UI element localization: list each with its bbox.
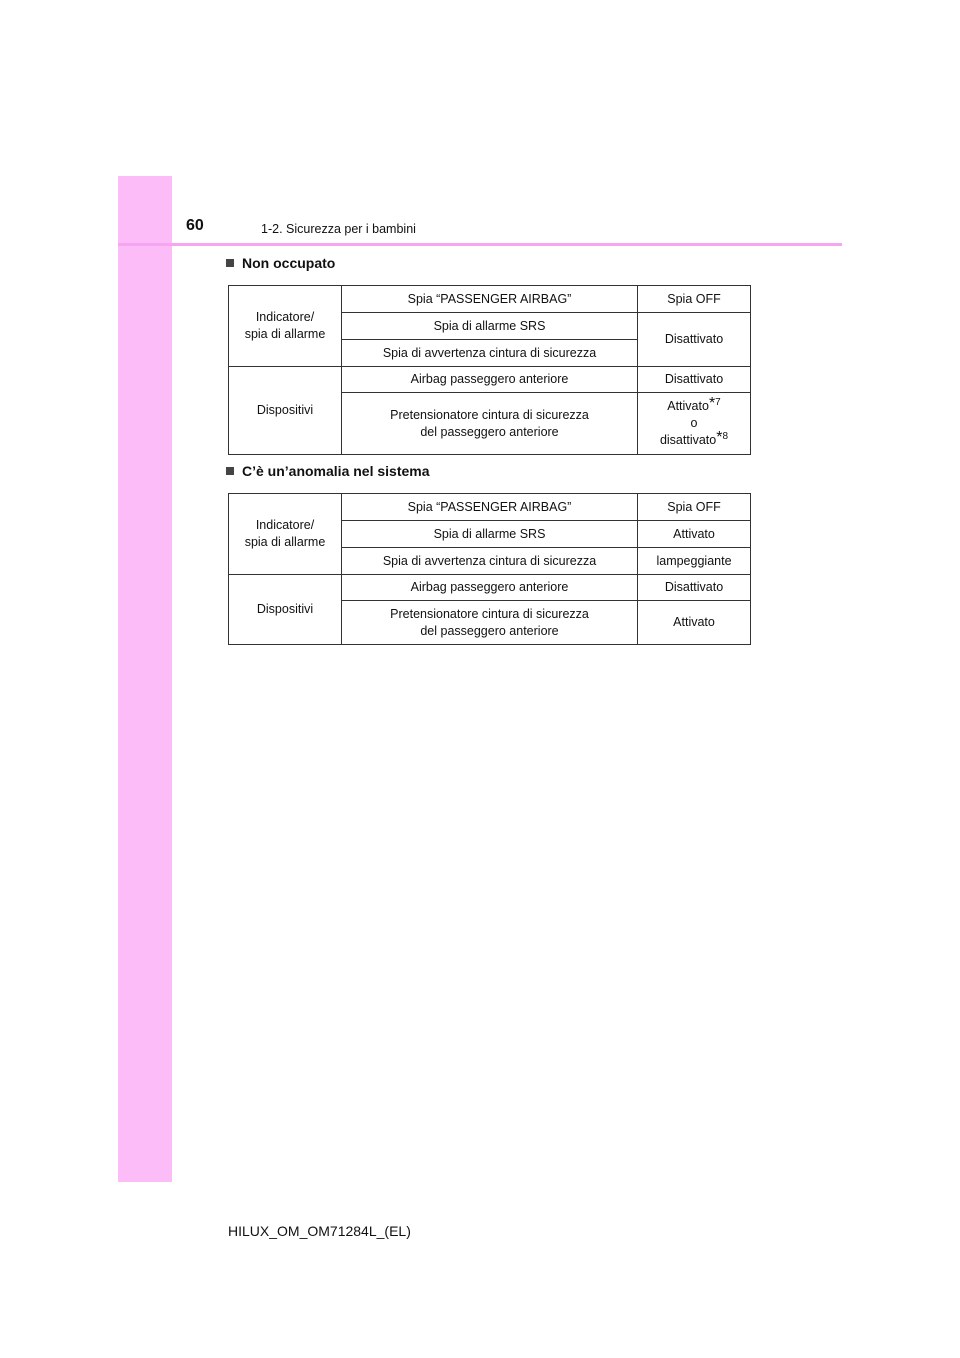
cell-front-airbag-label: Airbag passeggero anteriore: [342, 367, 638, 393]
asterisk-icon: *: [716, 429, 723, 446]
heading-text: Non occupato: [242, 255, 336, 271]
header-rule: [118, 243, 842, 246]
cell-passenger-airbag-value: Spia OFF: [638, 286, 751, 313]
square-bullet-icon: [226, 259, 234, 267]
group-devices: Dispositivi: [229, 367, 342, 455]
cell-srs-belt-value: Disattivato: [638, 313, 751, 367]
cell-pretensioner-label: Pretensionatore cintura di sicurezza del passeggero anteriore: [342, 393, 638, 455]
square-bullet-icon: [226, 467, 234, 475]
cell-front-airbag-value: Disattivato: [638, 575, 751, 601]
status-table-not-occupied: [228, 285, 751, 455]
cell-pretensioner-value: [638, 393, 751, 455]
cell-srs-label: Spia di allarme SRS: [342, 521, 638, 548]
cell-belt-label: Spia di avvertenza cintura di sicurezza: [342, 548, 638, 575]
cell-pretensioner-value: Attivato: [638, 601, 751, 645]
side-tab-band: [118, 176, 172, 1182]
footnote-7: *7: [708, 395, 721, 412]
page-number: 60: [186, 217, 204, 234]
cell-front-airbag-value: Disattivato: [638, 367, 751, 393]
heading-text: C’è un’anomalia nel sistema: [242, 463, 430, 479]
cell-belt-label: Spia di avvertenza cintura di sicurezza: [342, 340, 638, 367]
group-indicators: Indicatore/ spia di allarme: [229, 494, 342, 575]
value-activated: Attivato: [667, 399, 709, 413]
cell-passenger-airbag-label: Spia “PASSENGER AIRBAG”: [342, 494, 638, 521]
value-deactivated: disattivato: [659, 433, 717, 447]
cell-pretensioner-label: Pretensionatore cintura di sicurezza del passeggero anteriore: [342, 601, 638, 645]
cell-srs-label: Spia di allarme SRS: [342, 313, 638, 340]
section-title: 1-2. Sicurezza per i bambini: [261, 222, 416, 236]
cell-belt-value: lampeggiante: [638, 548, 751, 575]
status-table-malfunction: [228, 493, 751, 645]
document-code: HILUX_OM_OM71284L_(EL): [228, 1223, 411, 1239]
cell-srs-value: Attivato: [638, 521, 751, 548]
group-devices: Dispositivi: [229, 575, 342, 645]
group-indicators: Indicatore/ spia di allarme: [229, 286, 342, 367]
value-or: o: [690, 416, 698, 430]
heading-not-occupied: [226, 255, 335, 271]
cell-front-airbag-label: Airbag passeggero anteriore: [342, 575, 638, 601]
footnote-8: *8: [716, 429, 729, 446]
cell-passenger-airbag-label: Spia “PASSENGER AIRBAG”: [342, 286, 638, 313]
heading-system-malfunction: [226, 463, 430, 479]
asterisk-icon: *: [708, 395, 716, 412]
cell-passenger-airbag-value: Spia OFF: [638, 494, 751, 521]
